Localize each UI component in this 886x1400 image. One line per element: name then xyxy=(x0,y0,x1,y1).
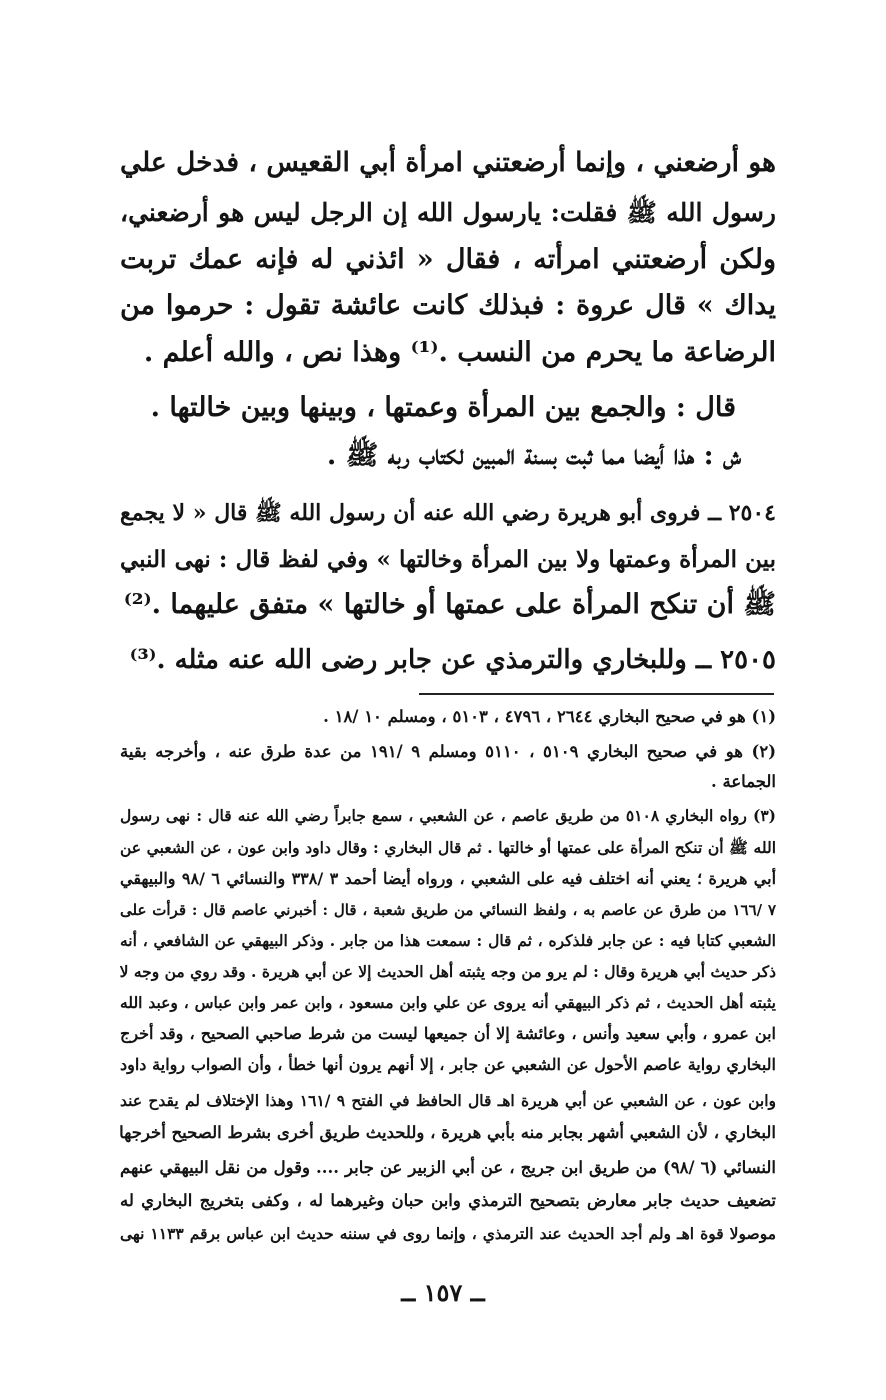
main-line-4: يداك » قال عروة : فبذلك كانت عائشة تقول : حرموا من xyxy=(120,290,776,321)
footnote-3-line-3: أبي هريرة ؛ يعني أنه اختلف فيه على الشعبي ، ورواه أيضا أحمد ٣ /٣٣٨ والنسائي ٦ /٩٨ والبيهقي xyxy=(120,869,777,888)
footnote-3-line-8: ابن عمرو ، وأبي سعيد وأنس ، وعائشة إلا أن جميعها ليست من شرط صاحبي الصحيح ، وقد أخرج xyxy=(120,1024,776,1043)
main-line-2: رسول الله ﷺ فقلت: يارسول الله إن الرجل ليس هو أرضعني، xyxy=(120,198,776,227)
footnote-separator xyxy=(419,693,774,695)
footnote-2-line-2: الجماعة . xyxy=(710,772,776,791)
footnote-3-line-4: ٧ /١٦٦ من طرق عن عاصم به ، ولفظ النسائي من طريق شعبة ، قال : أخبرني عاصم قال : قرأت على xyxy=(120,901,777,919)
hadith-2504-line-2: بين المرأة وعمتها ولا بين المرأة وخالتها » وفي لفظ قال : نهى النبي xyxy=(120,546,776,573)
footnote-3-line-6: ذكر حديث أبي هريرة وقال : لم يرو من وجه يثبته أهل الحديث إلا عن أبي هريرة . وقد روي من وجه لا xyxy=(119,962,776,981)
footnote-3-line-13: تضعيف حديث جابر معارض بتصحيح الترمذي وابن حبان وغيرهما له ، وكفى بتخريج البخاري له xyxy=(120,1191,776,1210)
footnote-3-line-14: موصولا قوة اهـ ولم أجد الحديث عند الترمذي ، وإنما روى في سننه حديث ابن عباس برقم ١١٣٣ نهى xyxy=(120,1224,776,1243)
footnote-3-line-5: الشعبي كتابا فيه : عن جابر فلذكره ، ثم قال : سمعت هذا من جابر . وذكر البيهقي عن الشافعي ، أنه xyxy=(120,931,776,950)
hadith-2504-line-3: ﷺ أن تنكح المرأة على عمتها أو خالتها » متفق عليهما .⁽²⁾ xyxy=(123,589,776,620)
matn-line-2: ش : هذا أيضا مما ثبت بسنة المبين لكتاب ربه ﷺ . xyxy=(326,440,741,471)
footnote-2-line-1: (٢) هو في صحيح البخاري ٥١٠٩ ، ٥١١٠ ومسلم ٩ /١٩١ من عدة طرق عنه ، وأخرجه بقية xyxy=(120,742,776,761)
hadith-2504-line-1: ٢٥٠٤ ــ فروى أبو هريرة رضي الله عنه أن رسول الله ﷺ قال « لا يجمع xyxy=(120,500,776,526)
footnote-3-line-11: البخاري ، لأن الشعبي أشهر بجابر منه بأبي هريرة ، وللحديث طريق أخرى بشرط الصحيح أخرجها xyxy=(119,1123,776,1142)
footnote-3-line-12: النسائي (٦ /٩٨) من طريق ابن جريج ، عن أبي الزبير عن جابر .... وقول من نقل البيهقي عنهم xyxy=(120,1158,777,1177)
footnote-3-line-1: (٣) رواه البخاري ٥١٠٨ من طريق عاصم ، عن الشعبي ، سمع جابراً رضي الله عنه قال : نهى رسول xyxy=(120,806,776,825)
main-line-1: هو أرضعني ، وإنما أرضعتني امرأة أبي القعيس ، فدخل علي xyxy=(120,147,776,178)
footnote-3-line-9: البخاري رواية عاصم الأحول عن الشعبي عن جابر ، إلا أنهم يرون أنها خطأ ، وأن الصواب رواية داود xyxy=(120,1055,777,1074)
footnote-3-line-7: يثبته أهل الحديث ، ثم ذكر البيهقي أنه يروى عن علي وابن مسعود ، وابن عمر وابن عباس ، وعبد الله xyxy=(120,993,776,1012)
footnote-3-line-10: وابن عون ، عن الشعبي عن أبي هريرة اهـ قال الحافظ في الفتح ٩ /١٦١ وهذا الإختلاف لم يقدح عند xyxy=(120,1091,776,1110)
hadith-2505-line: ٢٥٠٥ ــ وللبخاري والترمذي عن جابر رضى الله عنه مثله .⁽³⁾ xyxy=(129,645,776,675)
main-line-3: ولكن أرضعتني امرأته ، فقال « ائذني له فإنه عمك تربت xyxy=(120,244,776,275)
page-number: ــ ١٥٧ ــ xyxy=(401,1278,485,1307)
footnote-3-line-2: الله ﷺ أن تنكح المرأة على عمتها أو خالتها . ثم قال البخاري : وقال داود وابن عون ، عن الشعبي عن xyxy=(120,838,776,857)
footnote-1: (١) هو في صحيح البخاري ٢٦٤٤ ، ٤٧٩٦ ، ٥١٠٣ ، ومسلم ١٠ /١٨ . xyxy=(323,707,776,726)
matn-line-1: قال : والجمع بين المرأة وعمتها ، وبينها وبين خالتها . xyxy=(150,392,736,423)
main-line-5: الرضاعة ما يحرم من النسب .⁽¹⁾ وهذا نص ، والله أعلم . xyxy=(143,337,776,368)
